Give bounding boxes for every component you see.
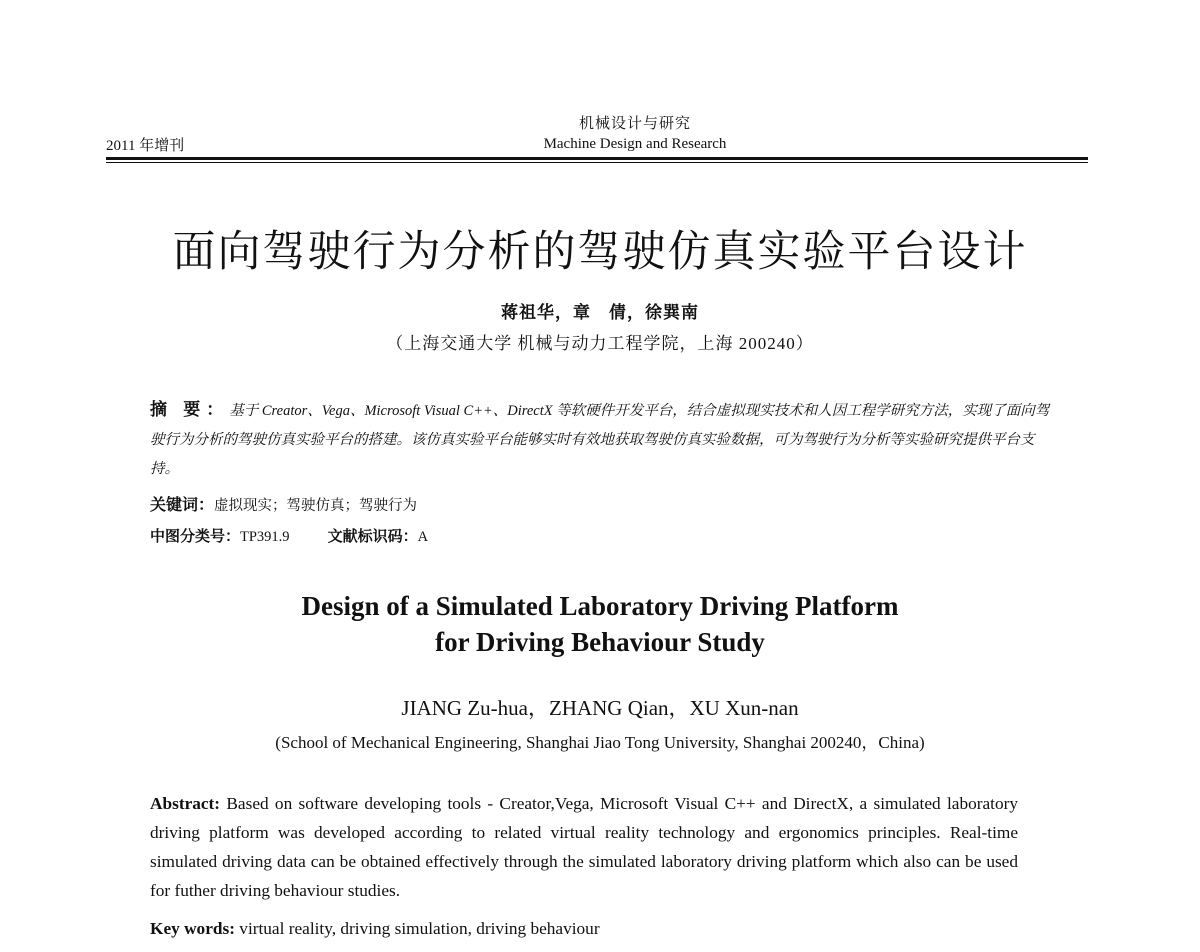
keywords-label-english: Key words: (150, 919, 235, 938)
title-line-2: for Driving Behaviour Study (435, 627, 765, 657)
keywords-text-chinese: 虚拟现实；驾驶仿真；驾驶行为 (214, 498, 418, 514)
keywords-label-chinese: 关键词： (150, 497, 215, 514)
keywords-english (150, 919, 600, 939)
journal-name-chinese: 机械设计与研究 (578, 116, 691, 132)
affiliation-chinese: （上海交通大学 机械与动力工程学院，上海 200240） (386, 334, 814, 353)
class-number-value: TP391.9 (240, 529, 290, 545)
paper-title-english (0, 588, 1200, 660)
paper-title-chinese: 面向驾驶行为分析的驾驶仿真实验平台设计 (172, 229, 1028, 276)
keywords-text-english: virtual reality, driving simulation, driving behaviour (239, 919, 600, 938)
keywords-chinese (150, 492, 417, 515)
journal-name-english: Machine Design and Research (543, 136, 727, 152)
abstract-chinese (150, 395, 1050, 484)
doc-code-label: 文献标识码： (327, 529, 418, 545)
header-rule-thin (106, 162, 1088, 163)
abstract-text-chinese: 基于 Creator、Vega、Microsoft Visual C++、DirectX 等软硬件开发平台，结合虚拟现实技术和人因工程学研究方法，实现了面向驾驶行为分析的驾驶仿真实验平台的搭建。该仿真实验平台能够实时有效地获取驾驶仿真实验数据，可为驾驶行为分析等实验研究提供平台支持。 (150, 403, 1050, 477)
authors-english: JIANG Zu-hua，ZHANG Qian，XU Xun-nan (401, 696, 799, 720)
classification-line (150, 525, 428, 546)
authors-chinese: 蒋祖华，章 倩，徐巽南 (501, 303, 699, 322)
class-number-label: 中图分类号： (150, 529, 241, 545)
issue-year: 2011 年增刊 (106, 138, 185, 154)
doc-code-value: A (417, 529, 429, 545)
abstract-text-english: Based on software developing tools - Creator,Vega, Microsoft Visual C++ and DirectX, a simulated laboratory driving platform was developed according to related virtual reality technology and ergonomics principles. Real-time simulated driving data can be obtained effectively through the simulated laboratory driving platform which also can be used for futher driving behaviour studies. (150, 794, 1018, 900)
affiliation-english: (School of Mechanical Engineering, Shanghai Jiao Tong University, Shanghai 200240，China) (275, 733, 925, 752)
abstract-label-english: Abstract: (150, 794, 221, 813)
title-line-1: Design of a Simulated Laboratory Driving Platform (301, 591, 899, 621)
abstract-english (150, 789, 1018, 905)
abstract-label-chinese: 摘 要： (150, 400, 230, 419)
header-rule (106, 157, 1088, 160)
